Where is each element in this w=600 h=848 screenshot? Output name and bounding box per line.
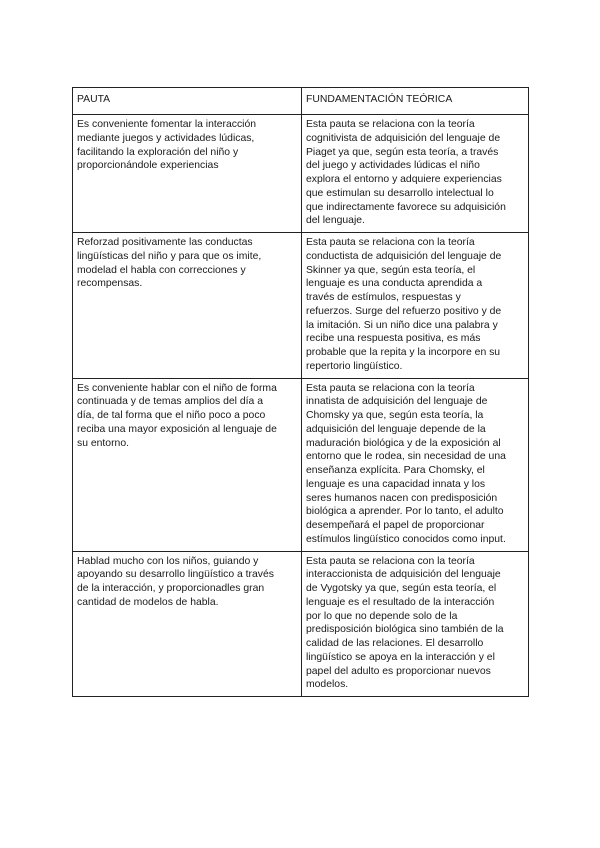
fundamentacion-cell: Esta pauta se relaciona con la teoría cognitivista de adquisición del lenguaje de Piaget ya que, según esta teoría, a través del juego y actividades lúdicas el niño explora el entorno y adquiere experiencias que estimulan su desarrollo intelectual lo que indirectamente favorece su adquisición del lenguaje. [302, 115, 529, 233]
pauta-cell: Es conveniente fomentar la interacción mediante juegos y actividades lúdicas, facilitando la exploración del niño y proporcionándole experiencias [73, 115, 302, 233]
header-fundamentacion: FUNDAMENTACIÓN TEÓRICA [302, 88, 529, 115]
fundamentacion-cell: Esta pauta se relaciona con la teoría interaccionista de adquisición del lenguaje de Vygotsky ya que, según esta teoría, el lenguaje es el resultado de la interacción por lo que no depende solo de la predisposición biológica sino también de la calidad de las relaciones. El desarrollo lingüístico se apoya en la interacción y el papel del adulto es proporcionar nuevos modelos. [302, 551, 529, 697]
table-row [73, 115, 529, 233]
table-row [73, 378, 529, 551]
table-row [73, 551, 529, 697]
table-row [73, 233, 529, 379]
pauta-cell: Reforzad positivamente las conductas lingüísticas del niño y para que os imite, modelad el habla con correcciones y recompensas. [73, 233, 302, 379]
header-pauta: PAUTA [73, 88, 302, 115]
pauta-cell: Hablad mucho con los niños, guiando y apoyando su desarrollo lingüístico a través de la interacción, y proporcionadles gran cantidad de modelos de habla. [73, 551, 302, 697]
table-header-row [73, 88, 529, 115]
fundamentacion-cell: Esta pauta se relaciona con la teoría conductista de adquisición del lenguaje de Skinner ya que, según esta teoría, el lenguaje es una conducta aprendida a través de estímulos, respuestas y refuerzos. Surge del refuerzo positivo y de la imitación. Si un niño dice una palabra y recibe una respuesta positiva, es más probable que la repita y la incorpore en su repertorio lingüístico. [302, 233, 529, 379]
fundamentacion-cell: Esta pauta se relaciona con la teoría innatista de adquisición del lenguaje de Chomsky ya que, según esta teoría, la adquisición del lenguaje depende de la maduración biológica y de la exposición al entorno que le rodea, sin necesidad de una enseñanza explícita. Para Chomsky, el lenguaje es una capacidad innata y los seres humanos nacen con predisposición biológica a aprender. Por lo tanto, el adulto desempeñará el papel de proporcionar estímulos lingüístico conocidos como input. [302, 378, 529, 551]
pautas-table [72, 87, 529, 697]
pauta-cell: Es conveniente hablar con el niño de forma continuada y de temas amplios del día a día, de tal forma que el niño poco a poco reciba una mayor exposición al lenguaje de su entorno. [73, 378, 302, 551]
